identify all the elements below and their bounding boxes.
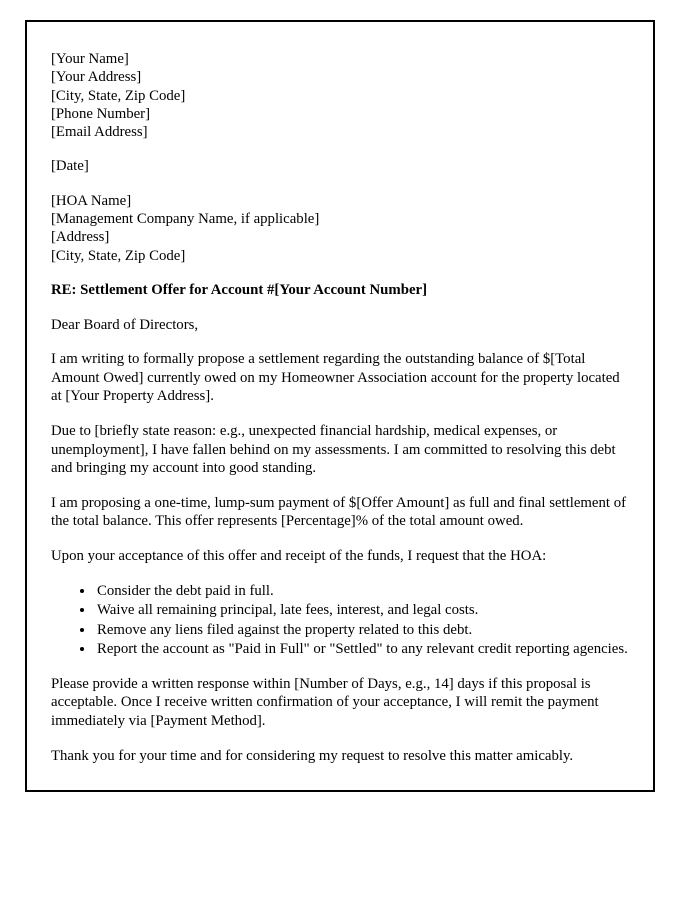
subject-line: RE: Settlement Offer for Account #[Your Account Number]	[51, 281, 428, 298]
request-item-remove-liens: • Remove any liens filed against the property related to this debt.	[95, 621, 629, 640]
sender-address: [Your Address]	[51, 69, 142, 86]
paragraph-thank-you: Thank you for your time and for considering my request to resolve this matter amicably.	[51, 747, 574, 764]
recipient-city-state-zip: [City, State, Zip Code]	[51, 247, 186, 264]
recipient-management-company: [Management Company Name, if applicable]	[51, 211, 320, 228]
recipient-hoa-name: [HOA Name]	[51, 192, 132, 209]
paragraph-response-deadline: Please provide a written response within [Number of Days, e.g., 14] days if this proposal is acceptable. Once I receive written confirmation of your acceptance, I will remit the payment immediately via [Payment Method].	[51, 675, 599, 730]
letter-date: [Date]	[51, 158, 89, 175]
paragraph-request-intro: Upon your acceptance of this offer and receipt of the funds, I request that the HOA:	[51, 547, 547, 564]
request-item-paid-in-full: • Consider the debt paid in full.	[95, 582, 629, 601]
paragraph-settlement-proposal: I am writing to formally propose a settlement regarding the outstanding balance of $[Total Amount Owed] currently owed on my Homeowner Association account for the property located at [Your Property Address].	[51, 351, 620, 405]
sender-city-state-zip: [City, State, Zip Code]	[51, 87, 186, 104]
request-list	[51, 582, 629, 659]
paragraph-offer-amount: I am proposing a one-time, lump-sum payment of $[Offer Amount] as full and final settlement of the total balance. This offer represents [Percentage]% of the total amount owed.	[51, 494, 627, 530]
sender-address-block	[51, 50, 629, 141]
request-item-credit-reporting: • Report the account as "Paid in Full" or "Settled" to any relevant credit reporting agencies.	[95, 640, 629, 659]
date-block	[51, 157, 629, 175]
sender-email: [Email Address]	[51, 124, 148, 141]
salutation: Dear Board of Directors,	[51, 316, 199, 333]
letter-page	[25, 20, 655, 792]
request-item-waive-fees: • Waive all remaining principal, late fees, interest, and legal costs.	[95, 601, 629, 620]
recipient-address: [Address]	[51, 229, 110, 246]
paragraph-hardship-reason: Due to [briefly state reason: e.g., unexpected financial hardship, medical expenses, or unemployment], I have fallen behind on my assessments. I am committed to resolving this debt and bringing my account into good standing.	[51, 422, 616, 477]
sender-name: [Your Name]	[51, 51, 129, 67]
recipient-address-block	[51, 192, 629, 265]
sender-phone: [Phone Number]	[51, 105, 151, 122]
